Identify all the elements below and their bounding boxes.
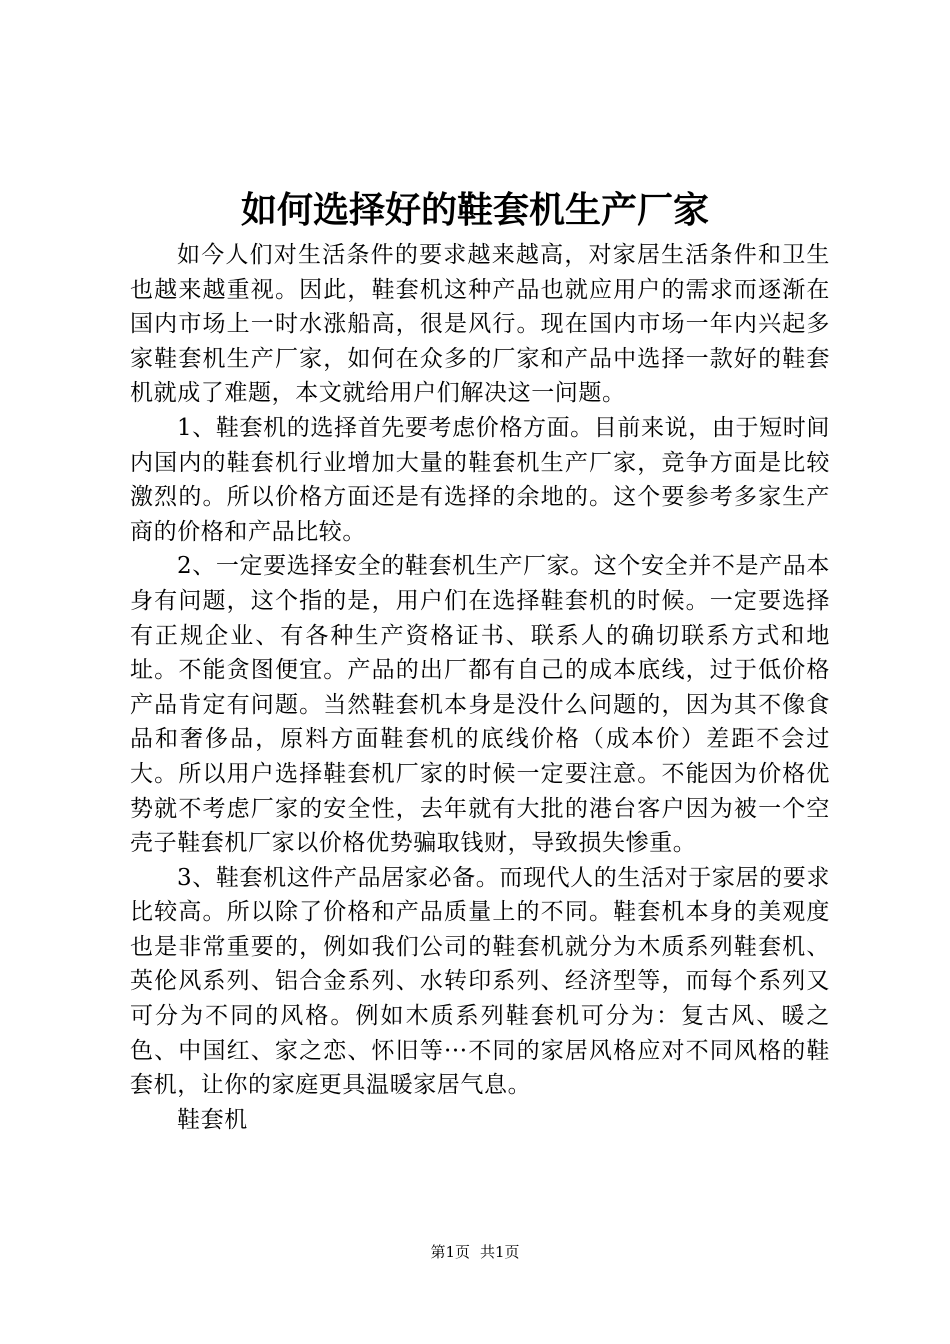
- paragraph-point-3: 3、鞋套机这件产品居家必备。而现代人的生活对于家居的要求比较高。所以除了价格和产品质量上的不同。鞋套机本身的美观度也是非常重要的，例如我们公司的鞋套机就分为木质系列鞋套机、英伦风系列、铝合金系列、水转印系列、经济型等，而每个系列又可分为不同的风格。例如木质系列鞋套机可分为：复古风、暖之色、中国红、家之恋、怀旧等···不同的家居风格应对不同风格的鞋套机，让你的家庭更具温暖家居气息。: [130, 864, 830, 1099]
- document-title: 如何选择好的鞋套机生产厂家: [240, 189, 709, 231]
- page-total: 共1页: [480, 1243, 520, 1261]
- document-body: [130, 238, 830, 1137]
- paragraph-intro: 如今人们对生活条件的要求越来越高，对家居生活条件和卫生也越来越重视。因此，鞋套机这种产品也就应用户的需求而逐渐在国内市场上一时水涨船高，很是风行。现在国内市场一年内兴起多家鞋套机生产厂家，如何在众多的厂家和产品中选择一款好的鞋套机就成了难题，本文就给用户们解决这一问题。: [130, 242, 830, 407]
- paragraph-point-1: 1、鞋套机的选择首先要考虑价格方面。目前来说，由于短时间内国内的鞋套机行业增加大量的鞋套机生产厂家，竞争方面是比较激烈的。所以价格方面还是有选择的余地的。这个要参考多家生产商的价格和产品比较。: [130, 414, 830, 545]
- paragraph-point-2: 2、一定要选择安全的鞋套机生产厂家。这个安全并不是产品本身有问题，这个指的是，用户们在选择鞋套机的时候。一定要选择有正规企业、有各种生产资格证书、联系人的确切联系方式和地址。不能贪图便宜。产品的出厂都有自己的成本底线，过于低价格产品肯定有问题。当然鞋套机本身是没什么问题的，因为其不像食品和奢侈品，原料方面鞋套机的底线价格（成本价）差距不会过大。所以用户选择鞋套机厂家的时候一定要注意。不能因为价格优势就不考虑厂家的安全性，去年就有大批的港台客户因为被一个空壳子鞋套机厂家以价格优势骗取钱财，导致损失惨重。: [130, 553, 830, 857]
- paragraph-keyword: 鞋套机: [177, 1106, 248, 1133]
- page-footer: [0, 1240, 950, 1264]
- page-number: 第1页: [430, 1243, 470, 1261]
